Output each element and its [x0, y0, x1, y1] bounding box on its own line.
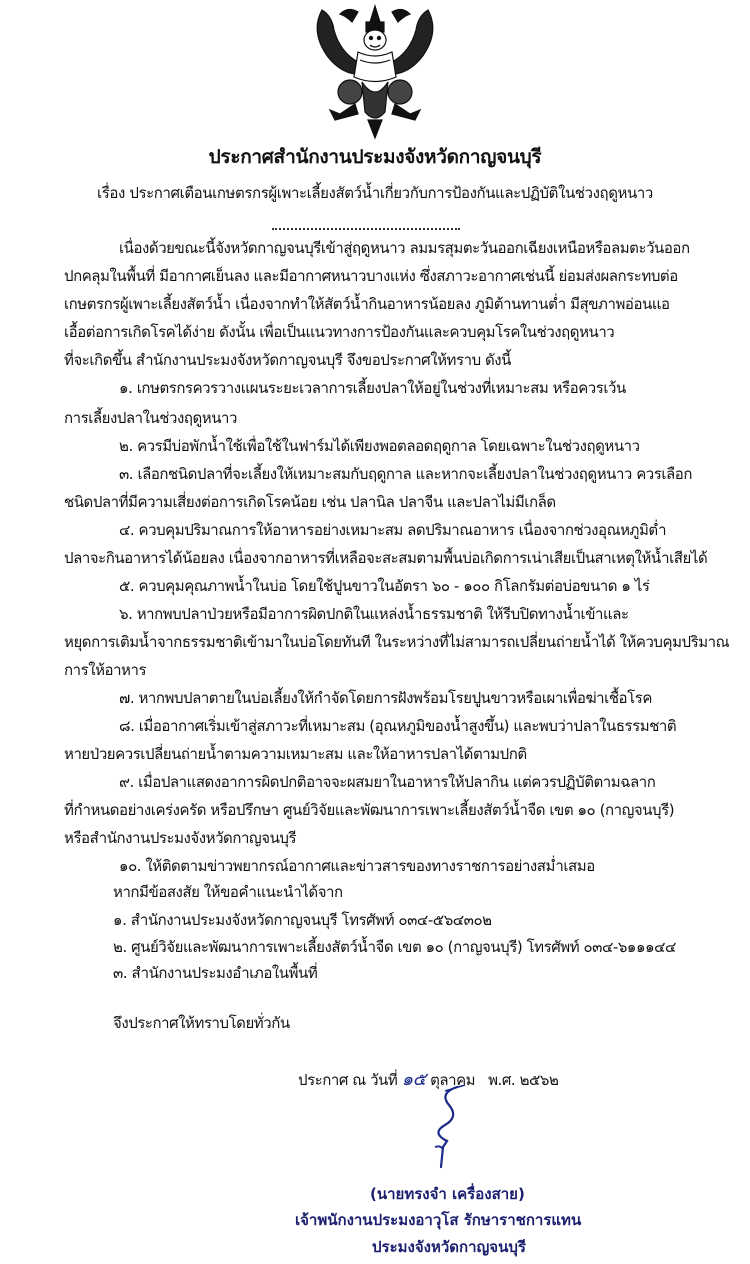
contact-heading: หากมีข้อสงสัย ให้ขอคำแนะนำได้จาก — [113, 883, 343, 901]
list-item-2: ๒. ควรมีบ่อพักน้ำใช้เพื่อใช้ในฟาร์มได้เพียงพอตลอดฤดูกาล โดยเฉพาะในช่วงฤดูหนาว — [119, 437, 640, 455]
signatory-name: (นายทรงจำ เครื่องสาย) — [370, 1185, 525, 1203]
intro-line: เนื่องด้วยขณะนี้จังหวัดกาญจนบุรีเข้าสู่ฤดูหนาว ลมมรสุมตะวันออกเฉียงเหนือหรือลมตะวันออก — [119, 239, 690, 257]
list-item-1-cont: การเลี้ยงปลาในช่วงฤดูหนาว — [64, 409, 237, 427]
date-year: ๒๕๖๒ — [519, 1071, 559, 1089]
list-item-10: ๑๐. ให้ติดตามข่าวพยากรณ์อากาศและข่าวสารของทางราชการอย่างสม่ำเสมอ — [119, 857, 595, 875]
list-item-9-cont: ที่กำหนดอย่างเคร่งครัด หรือปรึกษา ศูนย์วิจัยและพัฒนาการเพาะเลี้ยงสัตว์น้ำจืด เขต ๑๐ (กาญจนบุรี) — [64, 801, 675, 819]
signatory-position — [295, 1208, 581, 1232]
announcement-title: ประกาศสำนักงานประมงจังหวัดกาญจนบุรี — [208, 146, 542, 168]
list-item-4: ๔. ควบคุมปริมาณการให้อาหารอย่างเหมาะสม ลดปริมาณอาหาร เนื่องจากช่วงอุณหภูมิต่ำ — [119, 521, 667, 539]
signatory-position-line2: ประมงจังหวัดกาญจนบุรี — [372, 1238, 526, 1256]
intro-line: เอื้อต่อการเกิดโรคได้ง่าย ดังนั้น เพื่อเป็นแนวทางการป้องกันและควบคุมโรคในช่วงฤดูหนาว — [64, 323, 615, 341]
list-item-3-cont: ชนิดปลาที่มีความเสี่ยงต่อการเกิดโรคน้อย เช่น ปลานิล ปลาจีน และปลาไม่มีเกล็ด — [64, 493, 556, 511]
date-prefix: ประกาศ ณ วันที่ — [298, 1071, 398, 1089]
list-item-6-cont: การให้อาหาร — [64, 661, 147, 679]
closing-statement: จึงประกาศให้ทราบโดยทั่วกัน — [113, 1014, 290, 1032]
list-item-6: ๖. หากพบปลาป่วยหรือมีอาการผิดปกติในแหล่งน้ำธรรมชาติ ให้รีบปิดทางน้ำเข้าและ — [119, 605, 629, 623]
list-item-1: ๑. เกษตรกรควรวางแผนระยะเวลาการเลี้ยงปลาให้อยู่ในช่วงที่เหมาะสม หรือควรเว้น — [119, 379, 626, 397]
list-item-9: ๙. เมื่อปลาแสดงอาการผิดปกติอาจจะผสมยาในอาหารให้ปลากิน แต่ควรปฏิบัติตามฉลาก — [119, 773, 656, 791]
date-month: ตุลาคม — [430, 1071, 476, 1089]
list-item-7: ๗. หากพบปลาตายในบ่อเลี้ยงให้กำจัดโดยการฝังพร้อมโรยปูนขาวหรือเผาเพื่อฆ่าเชื้อโรค — [119, 689, 652, 707]
garuda-emblem-icon — [300, 2, 450, 140]
contact-entry-2: ๒. ศูนย์วิจัยและพัฒนาการเพาะเลี้ยงสัตว์น้ำจืด เขต ๑๐ (กาญจนบุรี) โทรศัพท์ ๐๓๔-๖๑๑๑๔๔ — [113, 938, 676, 956]
date-year-label: พ.ศ. — [488, 1071, 516, 1089]
position-rest: ประมงอาวุโส รักษาราชการแทน — [372, 1211, 582, 1229]
list-item-3: ๓. เลือกชนิดปลาที่จะเลี้ยงให้เหมาะสมกับฤดูกาล และหากจะเลี้ยงปลาในช่วงฤดูหนาว ควรเลือก — [119, 465, 692, 483]
dotted-divider — [272, 228, 460, 230]
intro-line: เกษตรกรผู้เพาะเลี้ยงสัตว์น้ำ เนื่องจากทำให้สัตว์น้ำกินอาหารน้อยลง ภูมิต้านทานต่ำ มีสุขภาพอ่อนแอ — [64, 295, 670, 313]
list-item-8-cont: หายป่วยควรเปลี่ยนถ่ายน้ำตามความเหมาะสม และให้อาหารปลาได้ตามปกติ — [64, 745, 527, 763]
list-item-6-cont: หยุดการเติมน้ำจากธรรมชาติเข้ามาในบ่อโดยทันที ในระหว่างที่ไม่สามารถเปลี่ยนถ่ายน้ำได้ ให้ควบคุมปริมาณ — [64, 633, 730, 651]
contact-entry-3: ๓. สำนักงานประมงอำเภอในพื้นที่ — [113, 964, 318, 982]
intro-line: ที่จะเกิดขึ้น สำนักงานประมงจังหวัดกาญจนบุรี จึงขอประกาศให้ทราบ ดังนี้ — [64, 351, 511, 369]
list-item-9-cont: หรือสำนักงานประมงจังหวัดกาญจนบุรี — [64, 829, 297, 847]
intro-line: ปกคลุมในพื้นที่ มีอากาศเย็นลง และมีอากาศหนาวบางแห่ง ซึ่งสภาวะอากาศเช่นนี้ ย่อมส่งผลกระทบต่อ — [64, 267, 678, 285]
contact-entry-1: ๑. สำนักงานประมงจังหวัดกาญจนบุรี โทรศัพท์ ๐๓๔-๕๖๔๓๐๒ — [113, 911, 492, 929]
handwritten-signature-icon — [425, 1085, 470, 1170]
announcement-subject: เรื่อง ประกาศเตือนเกษตรกรผู้เพาะเลี้ยงสัตว์น้ำเกี่ยวกับการป้องกันและปฏิบัติในช่วงฤดูหนาว — [97, 184, 653, 202]
list-item-8: ๘. เมื่ออากาศเริ่มเข้าสู่สภาวะที่เหมาะสม (อุณหภูมิของน้ำสูงขึ้น) และพบว่าปลาในธรรมชาติ — [119, 717, 677, 735]
date-day-handwritten: ๑๕ — [401, 1069, 426, 1090]
list-item-5: ๕. ควบคุมคุณภาพน้ำในบ่อ โดยใช้ปูนขาวในอัตรา ๖๐ - ๑๐๐ กิโลกรัมต่อบ่อขนาด ๑ ไร่ — [119, 577, 650, 595]
position-bold: เจ้าพนักงาน — [295, 1211, 373, 1229]
list-item-4-cont: ปลาจะกินอาหารได้น้อยลง เนื่องจากอาหารที่เหลือจะสะสมตามพื้นบ่อเกิดการเน่าเสียเป็นสาเหตุให้น้ำเสียได้ — [64, 549, 708, 567]
